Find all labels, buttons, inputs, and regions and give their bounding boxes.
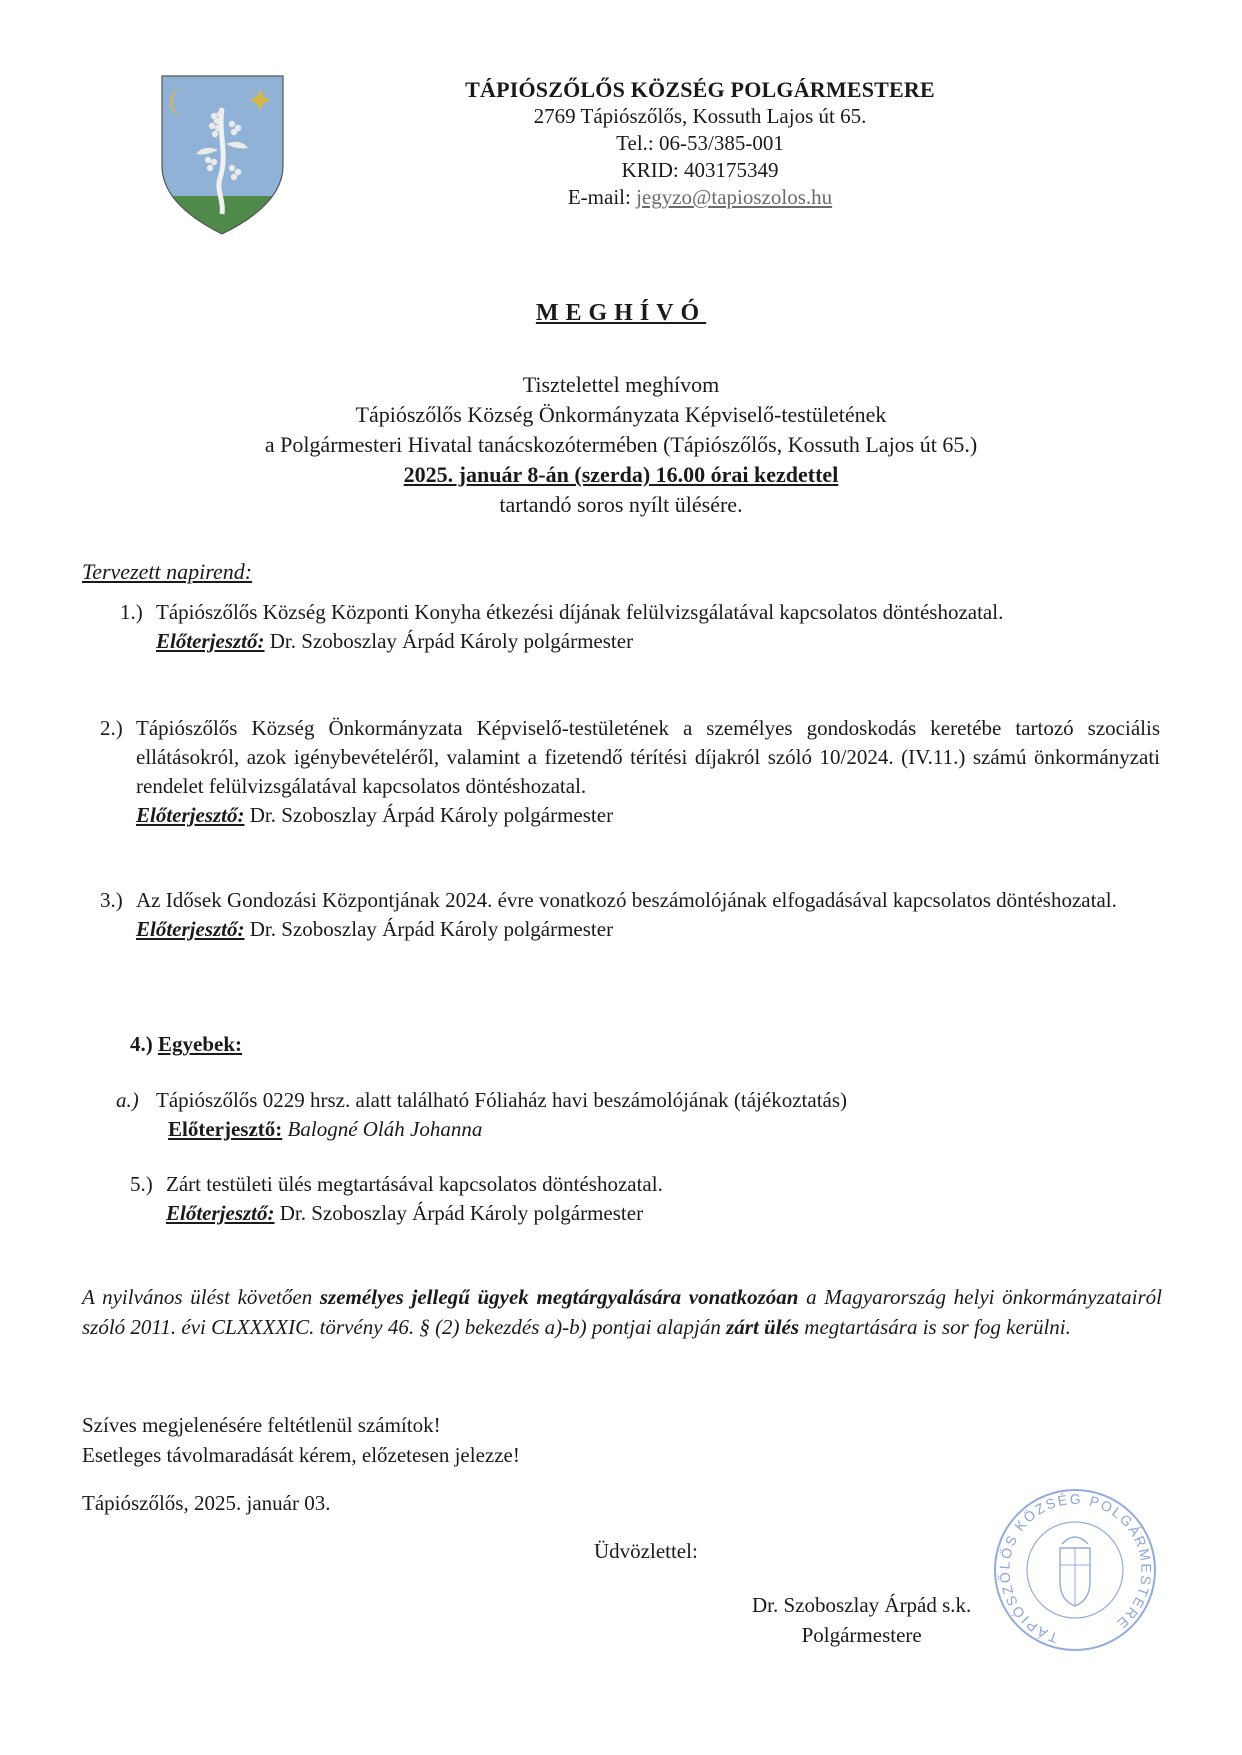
presenter-label: Előterjesztő: xyxy=(166,1201,275,1225)
place-and-date: Tápiószőlős, 2025. január 03. xyxy=(82,1491,331,1515)
intro-line-1: Tisztelettel meghívom xyxy=(522,372,720,397)
presenter-name: Dr. Szoboszlay Árpád Károly polgármester xyxy=(269,629,634,653)
agenda-item xyxy=(120,598,1160,656)
letterhead xyxy=(440,76,960,211)
agenda-item-text: Az Idősek Gondozási Központjának 2024. évre vonatkozó beszámolójának elfogadásával kapcsolatos döntéshozatal. xyxy=(136,888,1117,912)
agenda-heading: Tervezett napirend: xyxy=(82,559,253,584)
meeting-datetime: 2025. január 8-án (szerda) 16.00 órai kezdettel xyxy=(403,462,839,487)
notice-text: a Magyarország helyi önkormányzatairól szóló 2011. évi CLXXXXIC. törvény 46. § (2) bekezdés a)-b) pontjai alapján xyxy=(82,1285,1162,1339)
agenda-subitem-number: a.) xyxy=(116,1088,139,1112)
closing-lines xyxy=(82,1410,520,1470)
email-label: E-mail: xyxy=(567,185,631,209)
notice-bold-text: zárt ülés xyxy=(726,1315,800,1339)
presenter-name: Dr. Szoboszlay Árpád Károly polgármester xyxy=(279,1201,644,1225)
closing-line-1: Szíves megjelenésére feltétlenül számítok! xyxy=(82,1413,441,1437)
notice-text: A nyilvános ülést követően xyxy=(82,1285,320,1309)
presenter-name: Balogné Oláh Johanna xyxy=(287,1117,483,1141)
address: 2769 Tápiószőlős, Kossuth Lajos út 65. xyxy=(533,104,867,128)
email-line xyxy=(440,184,960,211)
agenda-item-heading: Egyebek: xyxy=(158,1032,242,1056)
presenter-name: Dr. Szoboszlay Árpád Károly polgármester xyxy=(249,803,614,827)
agenda-item-text: Tápiószőlős Község Központi Konyha étkezési díjának felülvizsgálatával kapcsolatos döntéshozatal. xyxy=(156,600,1004,624)
signatory-name: Dr. Szoboszlay Árpád s.k. xyxy=(752,1593,972,1617)
phone: Tel.: 06-53/385-001 xyxy=(616,131,784,155)
agenda-subitem-text: Tápiószőlős 0229 hrsz. alatt található Fóliaház havi beszámolójának (tájékoztatás) xyxy=(156,1088,848,1112)
presenter-line xyxy=(156,1115,1160,1144)
agenda-item-number: 2.) xyxy=(100,716,123,740)
organization-name: TÁPIÓSZŐLŐS KÖZSÉG POLGÁRMESTERE xyxy=(465,77,935,102)
notice-bold-text: személyes jellegű ügyek megtárgyalására vonatkozóan xyxy=(319,1285,799,1309)
signatory-role: Polgármestere xyxy=(801,1623,922,1647)
agenda-item xyxy=(130,1030,1160,1059)
agenda-item-number: 1.) xyxy=(120,600,143,624)
signature-block xyxy=(752,1590,971,1650)
greeting: Üdvözlettel: xyxy=(594,1539,698,1563)
agenda-item xyxy=(100,714,1160,830)
presenter-label: Előterjesztő: xyxy=(168,1117,283,1141)
official-stamp-icon xyxy=(988,1486,1163,1656)
presenter-label: Előterjesztő: xyxy=(136,917,245,941)
agenda-item-number: 4.) xyxy=(130,1032,153,1056)
presenter-line xyxy=(156,627,1160,656)
closed-session-notice xyxy=(82,1282,1162,1342)
agenda-item-number: 3.) xyxy=(100,888,123,912)
intro-line-5: tartandó soros nyílt ülésére. xyxy=(499,492,743,517)
document-title: MEGHÍVÓ xyxy=(535,300,707,326)
agenda-item xyxy=(130,1170,1160,1228)
intro-line-3: a Polgármesteri Hivatal tanácskozótermében (Tápiószőlős, Kossuth Lajos út 65.) xyxy=(264,432,978,457)
intro-line-2: Tápiószőlős Község Önkormányzata Képviselő-testületének xyxy=(355,402,887,427)
coat-of-arms-icon xyxy=(160,74,285,236)
presenter-label: Előterjesztő: xyxy=(156,629,265,653)
agenda-item-number: 5.) xyxy=(130,1172,153,1196)
invitation-intro xyxy=(0,370,1242,520)
agenda-item-text: Tápiószőlős Község Önkormányzata Képviselő-testületének a személyes gondoskodás keretébe tartozó szociális ellátásokról, azok igénybevételéről, valamint a fizetendő térítési díjakról szóló 10/2024. (IV.11.) számú önkormányzati rendelet felülvizsgálatával kapcsolatos döntéshozatal. xyxy=(136,716,1160,798)
presenter-line xyxy=(136,801,1160,830)
presenter-line xyxy=(136,915,1160,944)
agenda-item-text: Zárt testületi ülés megtartásával kapcsolatos döntéshozatal. xyxy=(166,1172,663,1196)
presenter-label: Előterjesztő: xyxy=(136,803,245,827)
agenda-item xyxy=(100,886,1160,944)
email-link[interactable]: jegyzo@tapioszolos.hu xyxy=(636,185,833,209)
presenter-line xyxy=(166,1199,1160,1228)
agenda-subitem xyxy=(116,1086,1160,1144)
notice-text: megtartására is sor fog kerülni. xyxy=(799,1315,1071,1339)
krid: KRID: 403175349 xyxy=(621,158,779,182)
presenter-name: Dr. Szoboszlay Árpád Károly polgármester xyxy=(249,917,614,941)
closing-line-2: Esetleges távolmaradását kérem, előzetesen jelezze! xyxy=(82,1443,520,1467)
svg-text:TÁPIÓSZŐLŐS KÖZSÉG POLGÁRMESTE: TÁPIÓSZŐLŐS KÖZSÉG POLGÁRMESTERE xyxy=(996,1490,1155,1647)
